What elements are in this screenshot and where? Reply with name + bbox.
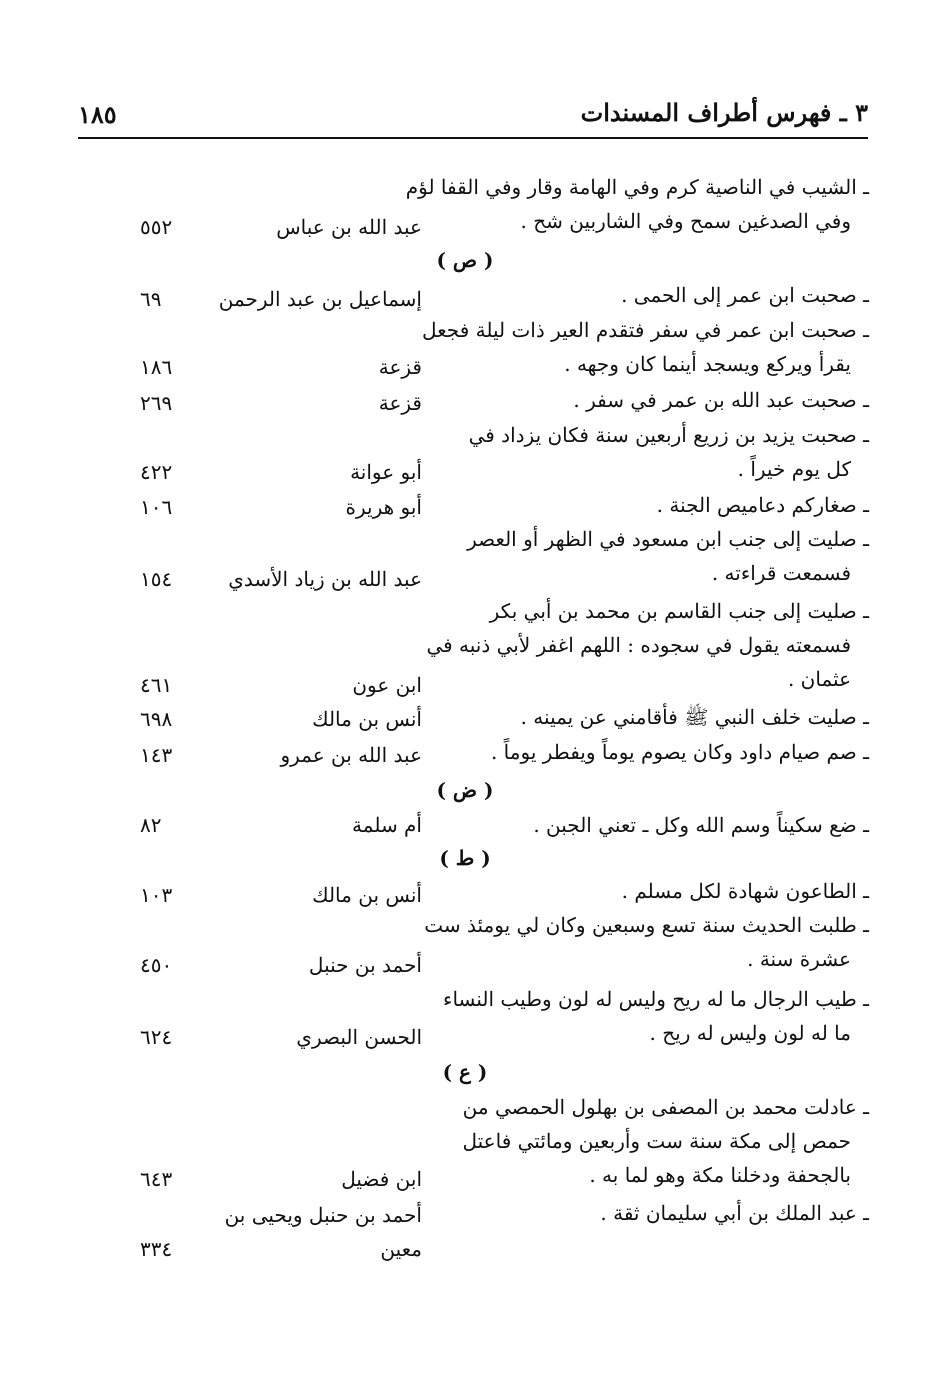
hadith-line: ـ صحبت يزيد بن زريع أربعين سنة فكان يزداد في xyxy=(468,423,869,447)
hadith-entry xyxy=(439,278,869,312)
hadith-line: ـ صليت خلف النبي ﷺ فأقامني عن يمينه . xyxy=(520,705,869,729)
narrator-name: أم سلمة xyxy=(352,813,422,837)
hadith-entry xyxy=(439,874,869,908)
reference-number: ٣٣٤ xyxy=(140,1237,173,1261)
hadith-line: ـ ضع سكيناً وسم الله وكل ـ تعني الجبن . xyxy=(533,813,869,837)
hadith-line: ـ الشيب في الناصية كرم وفي الهامة وقار وفي القفا لؤم xyxy=(405,175,869,199)
reference-number: ١٨٦ xyxy=(140,355,173,379)
hadith-entry xyxy=(439,383,869,417)
narrator-name: الحسن البصري xyxy=(296,1025,422,1049)
narrator-name: إسماعيل بن عبد الرحمن xyxy=(218,287,422,311)
hadith-entry xyxy=(424,908,869,976)
hadith-line: يقرأ ويركع ويسجد أينما كان وجهه . xyxy=(564,352,851,376)
hadith-entry xyxy=(439,735,869,769)
narrator-name: أحمد بن حنبل xyxy=(308,953,422,977)
hadith-line: كل يوم خيراً . xyxy=(737,457,851,481)
hadith-line: ـ صليت إلى جنب القاسم بن محمد بن أبي بكر xyxy=(489,599,869,623)
reference-number: ١٠٣ xyxy=(140,883,173,907)
hadith-line: ـ عادلت محمد بن المصفى بن بهلول الحمصي من xyxy=(462,1095,869,1119)
narrator-name: عبد الله بن عمرو xyxy=(280,743,422,767)
reference-number: ٤٦١ xyxy=(140,673,173,697)
reference-number: ٢٦٩ xyxy=(140,391,173,415)
hadith-entry xyxy=(439,418,869,486)
running-title: ٣ ـ فهرس أطراف المسندات xyxy=(580,98,868,127)
narrator-name: أحمد بن حنبل ويحيى بن xyxy=(224,1203,422,1227)
reference-number: ٦٩ xyxy=(140,287,162,311)
hadith-entry xyxy=(426,594,869,696)
narrator-name: أنس بن مالك xyxy=(312,883,422,907)
hadith-line: ـ صحبت ابن عمر إلى الحمى . xyxy=(621,283,869,307)
narrator-name: ابن فضيل xyxy=(341,1167,422,1191)
hadith-line: فسمعته يقول في سجوده : اللهم اغفر لأبي ذنبه في xyxy=(426,633,851,657)
hadith-entry xyxy=(439,982,869,1050)
hadith-line: ما له لون وليس له ريح . xyxy=(649,1021,851,1045)
hadith-line: عشرة سنة . xyxy=(747,947,851,971)
reference-number: ٤٥٠ xyxy=(140,953,173,977)
hadith-entry xyxy=(439,522,869,590)
hadith-line: عثمان . xyxy=(787,667,851,691)
hadith-line: ـ صليت إلى جنب ابن مسعود في الظهر أو العصر xyxy=(467,527,869,551)
hadith-line: ـ طلبت الحديث سنة تسع وسبعين وكان لي يومئذ ست xyxy=(424,913,869,937)
hadith-line: ـ صغاركم دعاميص الجنة . xyxy=(656,493,869,517)
hadith-entry xyxy=(439,1090,869,1192)
reference-number: ١٠٦ xyxy=(140,495,173,519)
hadith-line: ـ صم صيام داود وكان يصوم يوماً ويفطر يوماً . xyxy=(490,740,869,764)
hadith-line: بالجحفة ودخلنا مكة وهو لما به . xyxy=(589,1163,851,1187)
hadith-line: فسمعت قراءته . xyxy=(711,561,851,585)
hadith-entry xyxy=(439,808,869,842)
section-heading-sad: ( ص ) xyxy=(436,248,494,272)
narrator-name: أبو هريرة xyxy=(345,495,422,519)
hadith-entry xyxy=(439,1196,869,1230)
section-heading-dad: ( ض ) xyxy=(436,778,494,802)
narrator-name-continued: معين xyxy=(380,1237,422,1261)
reference-number: ٥٥٢ xyxy=(140,215,173,239)
narrator-name: قزعة xyxy=(378,391,422,415)
reference-number: ١٥٤ xyxy=(140,567,173,591)
narrator-name: أنس بن مالك xyxy=(312,707,422,731)
narrator-name: ابن عون xyxy=(352,673,422,697)
reference-number: ١٤٣ xyxy=(140,743,173,767)
section-heading-ta: ( ط ) xyxy=(439,846,491,870)
hadith-line: وفي الصدغين سمح وفي الشاربين شح . xyxy=(520,209,851,233)
hadith-entry xyxy=(421,313,869,381)
narrator-name: عبد الله بن زياد الأسدي xyxy=(228,567,422,591)
narrator-name: قزعة xyxy=(378,355,422,379)
narrator-name: عبد الله بن عباس xyxy=(276,215,422,239)
hadith-line: ـ صحبت ابن عمر في سفر فتقدم العير ذات ليلة فجعل xyxy=(421,318,869,342)
hadith-line: حمص إلى مكة سنة ست وأربعين ومائتي فاعتل xyxy=(462,1129,851,1153)
reference-number: ٦٩٨ xyxy=(140,707,173,731)
hadith-line: ـ الطاعون شهادة لكل مسلم . xyxy=(621,879,869,903)
reference-number: ٦٢٤ xyxy=(140,1025,173,1049)
hadith-entry xyxy=(405,170,869,238)
hadith-line: ـ عبد الملك بن أبي سليمان ثقة . xyxy=(600,1201,869,1225)
narrator-name: أبو عوانة xyxy=(350,460,422,484)
hadith-line: ـ صحبت عبد الله بن عمر في سفر . xyxy=(573,388,869,412)
page-number: ١٨٥ xyxy=(78,100,117,129)
hadith-entry xyxy=(439,488,869,522)
hadith-line: ـ طيب الرجال ما له ريح وليس له لون وطيب النساء xyxy=(443,987,869,1011)
section-heading-ayn: ( ع ) xyxy=(442,1060,488,1084)
hadith-entry xyxy=(439,700,869,734)
reference-number: ٨٢ xyxy=(140,813,162,837)
reference-number: ٤٢٢ xyxy=(140,460,173,484)
reference-number: ٦٤٣ xyxy=(140,1167,173,1191)
